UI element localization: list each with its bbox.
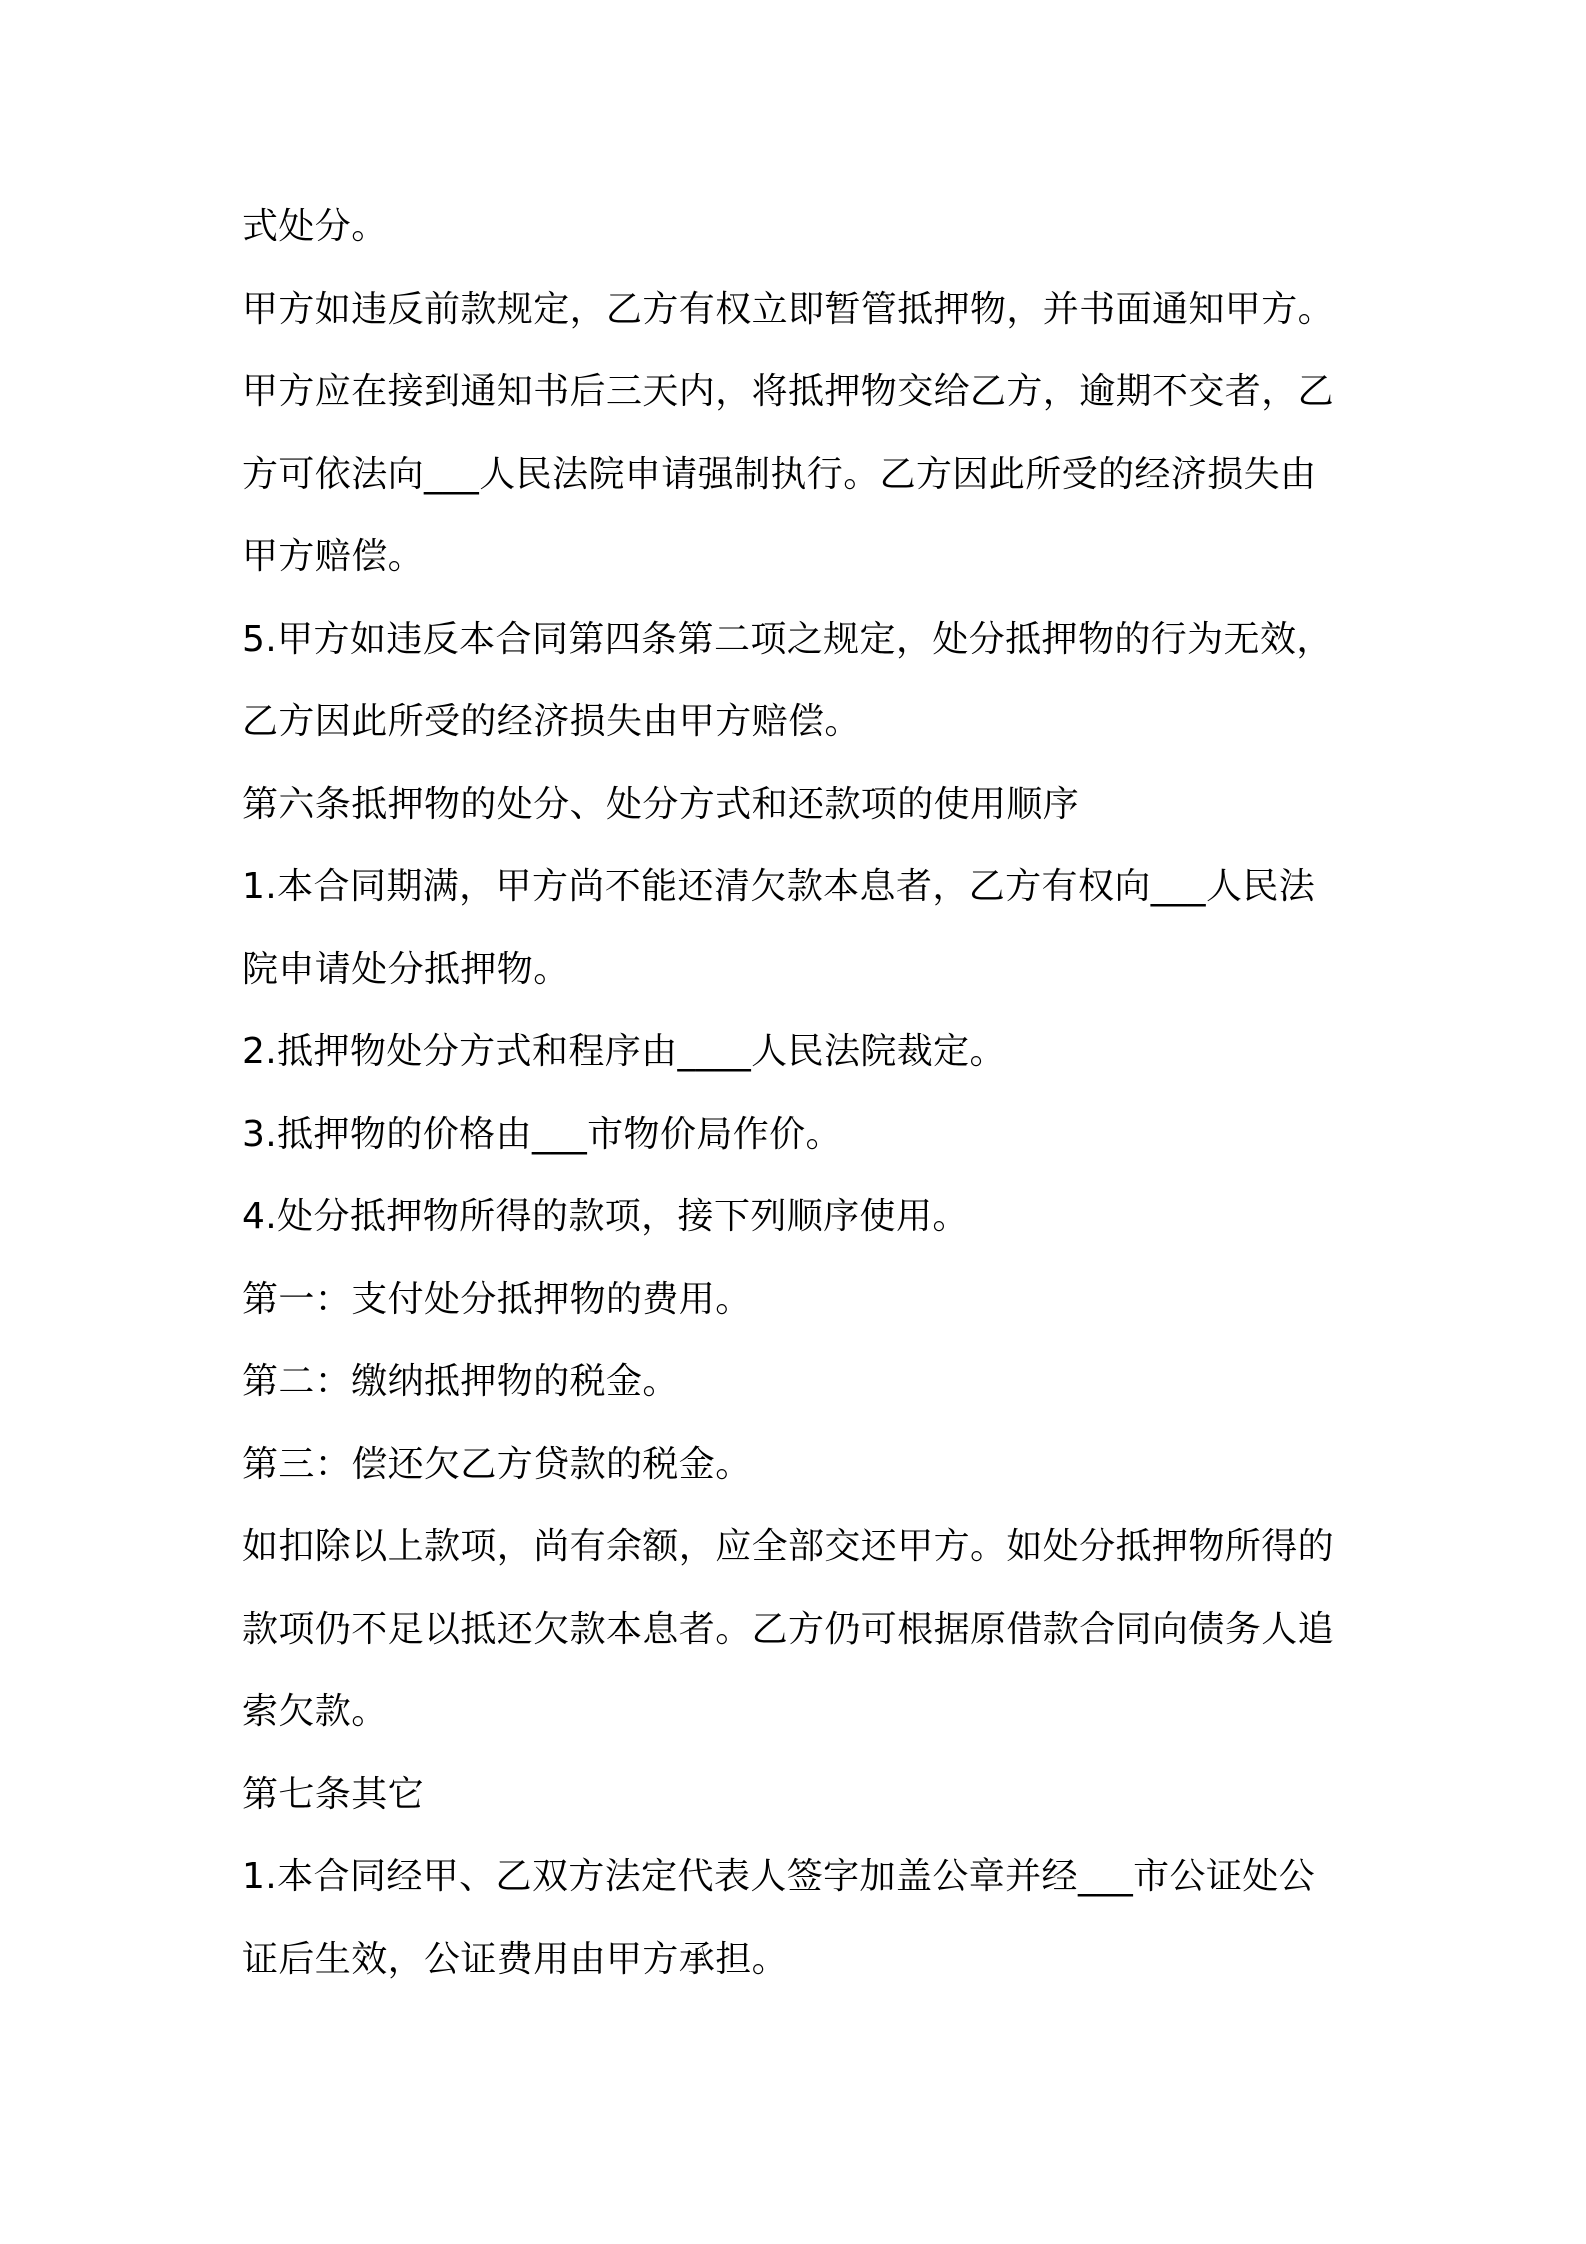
section-heading: 第七条其它 (242, 1773, 425, 1815)
text-line: 如扣除以上款项，尚有余额，应全部交还甲方。如处分抵押物所得的 (242, 1526, 1335, 1567)
text-line: 1.本合同期满，甲方尚不能还清欠款本息者，乙方有权向___人民法 (242, 866, 1316, 907)
text-line: 索欠款。 (242, 1691, 388, 1732)
document-body (242, 197, 1362, 2012)
section-heading: 第六条抵押物的处分、处分方式和还款项的使用顺序 (242, 783, 1080, 825)
text-line: 款项仍不足以抵还欠款本息者。乙方仍可根据原借款合同向债务人追 (242, 1608, 1335, 1650)
text-line: 1.本合同经甲、乙双方法定代表人签字加盖公章并经___市公证处公 (242, 1856, 1316, 1897)
text-line: 甲方应在接到通知书后三天内，将抵押物交给乙方，逾期不交者，乙 (242, 371, 1335, 412)
text-line: 证后生效，公证费用由甲方承担。 (242, 1938, 789, 1980)
text-line: 第三：偿还欠乙方贷款的税金。 (242, 1443, 752, 1485)
text-line: 甲方如违反前款规定，乙方有权立即暂管抵押物，并书面通知甲方。 (242, 288, 1335, 330)
text-line: 第二：缴纳抵押物的税金。 (242, 1361, 679, 1402)
text-line: 乙方因此所受的经济损失由甲方赔偿。 (242, 701, 861, 742)
text-line: 3.抵押物的价格由___市物价局作价。 (242, 1113, 842, 1155)
text-line: 方可依法向___人民法院申请强制执行。乙方因此所受的经济损失由 (242, 453, 1317, 495)
text-line: 式处分。 (242, 206, 388, 247)
text-line: 院申请处分抵押物。 (242, 948, 570, 990)
text-line: 甲方赔偿。 (242, 536, 425, 577)
text-line: 第一：支付处分抵押物的费用。 (242, 1278, 752, 1320)
text-line: 4.处分抵押物所得的款项，接下列顺序使用。 (242, 1196, 969, 1237)
text-line: 2.抵押物处分方式和程序由____人民法院裁定。 (242, 1031, 1006, 1072)
text-line: 5.甲方如违反本合同第四条第二项之规定，处分抵押物的行为无效， (242, 618, 1333, 660)
